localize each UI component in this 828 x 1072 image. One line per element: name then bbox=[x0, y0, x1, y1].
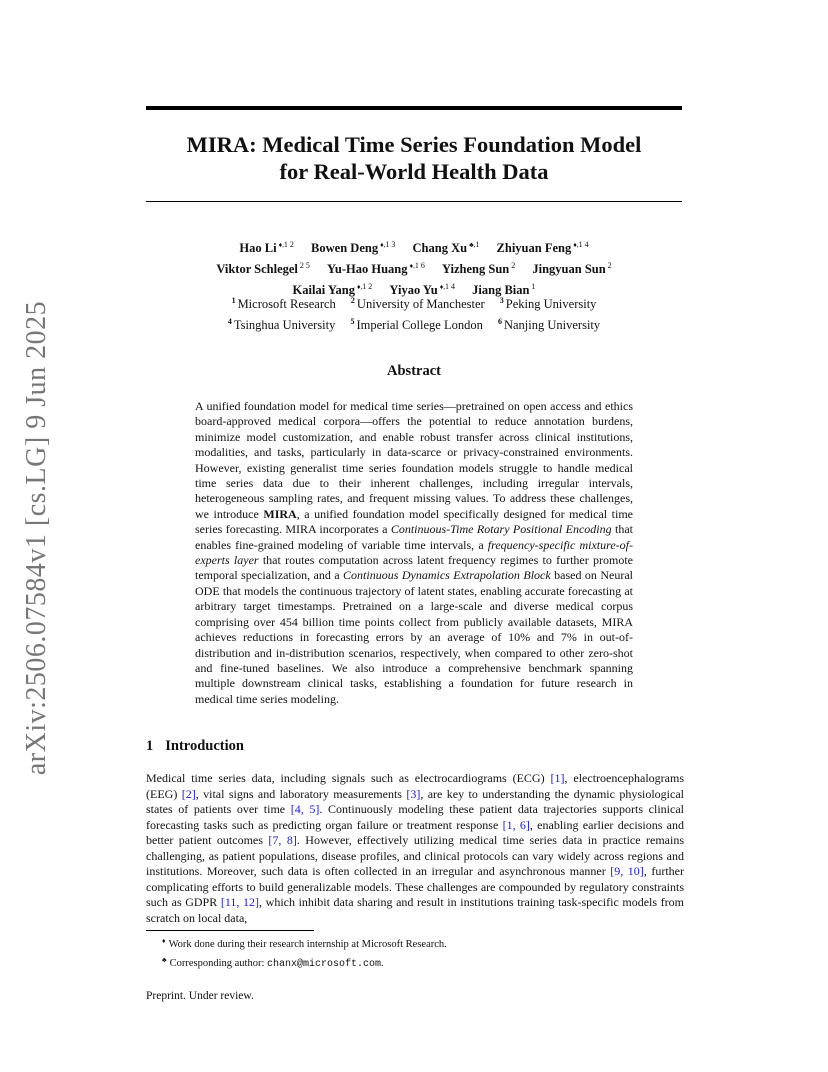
citation-link[interactable]: [9, 10] bbox=[610, 864, 644, 878]
citation-link[interactable]: [4, 5] bbox=[290, 802, 320, 816]
author: Chang Xu $^{♣,1}$ bbox=[412, 240, 480, 255]
author: Hao Li $^{♦,1 2}$ bbox=[239, 240, 294, 255]
author: Zhiyuan Feng $^{♦,1 4}$ bbox=[496, 240, 589, 255]
author: Jiang Bian $^1$ bbox=[472, 282, 536, 297]
abstract-heading: Abstract bbox=[387, 363, 441, 379]
abstract-body: A unified foundation model for medical time series—pretrained on open access and ethics board-approved medical corpora—offers the potential to reduce annotation burdens, minimize model customization, and enable robust transfer across clinical institutions, modalities, and tasks, particularly in data-scarce or privacy-constrained environments. However, existing generalist time series foundation models struggle to handle medical time series data due to their inherent challenges, including irregular intervals, heterogeneous sampling rates, and frequent missing values. To address these challenges, we introduce MIRA, a unified foundation model specifically designed for medical time series forecasting. MIRA incorporates a Continuous-Time Rotary Positional Encoding that enables fine-grained modeling of variable time intervals, a frequency-specific mixture-of-experts layer that routes computation across latent frequency regimes to further promote temporal specialization, and a Continuous Dynamics Extrapolation Block based on Neural ODE that models the continuous trajectory of latent states, enabling accurate forecasting at arbitrary target timestamps. Pretrained on a large-scale and diverse medical corpus comprising over 454 billion time points collect from publicly available datasets, MIRA achieves reductions in forecasting errors by an average of 10% and 7% in out-of-distribution and in-distribution scenarios, respectively, when compared to other zero-shot and fine-tuned baselines. We also introduce a comprehensive benchmark spanning multiple downstream clinical tasks, establishing a foundation for future research in medical time series modeling. bbox=[195, 399, 634, 706]
footnotes bbox=[162, 934, 447, 972]
footnote-internship: ♦ Work done during their research internship at Microsoft Research. bbox=[162, 937, 447, 950]
title-line-1: MIRA: Medical Time Series Foundation Model bbox=[186, 132, 642, 157]
author: Yiyao Yu $^{♦,1 4}$ bbox=[389, 282, 456, 297]
email-address[interactable]: chanx@microsoft.com bbox=[267, 958, 382, 970]
footnote-rule bbox=[146, 930, 314, 931]
citation-link[interactable]: [3] bbox=[406, 786, 421, 801]
title-line-2: for Real-World Health Data bbox=[279, 159, 549, 184]
arxiv-identifier: arXiv:2506.07584v1 [cs.LG] 9 Jun 2025 bbox=[21, 300, 53, 775]
author: Yu-Hao Huang $^{♦,1 6}$ bbox=[327, 261, 425, 276]
preprint-note: Preprint. Under review. bbox=[146, 990, 254, 1002]
affiliation: $^3$ Peking University bbox=[499, 296, 597, 311]
affiliation: $^1$ Microsoft Research bbox=[231, 296, 336, 311]
affiliation: $^2$ University of Manchester bbox=[350, 296, 485, 311]
author: Viktor Schlegel $^{2 5}$ bbox=[216, 261, 310, 276]
affiliation: $^4$ Tsinghua University bbox=[227, 317, 336, 332]
author-line-1 bbox=[146, 236, 682, 257]
citation-link[interactable]: [1] bbox=[550, 771, 565, 785]
introduction-paragraph: Medical time series data, including signals such as electrocardiograms (ECG) [1], electroencephalograms (EEG) [2], vital signs and laboratory measurements [3], are key to understanding the dynamic physiological states of patients over time [4, 5]. Continuously modeling these patient data trajectories supports clinical forecasting tasks such as predicting organ failure or treatment response [1, 6], enabling earlier decisions and better patient outcomes [7, 8]. However, effectively utilizing medical time series data in practice remains challenging, as patient populations, disease profiles, and clinical protocols can vary widely across regions and institutions. Moreover, such data is often collected in an irregular and asynchronous manner [9, 10], further complicating efforts to build generalizable models. These challenges are compounded by regulatory constraints such as GDPR [11, 12], which inhibit data sharing and result in institutions training task-specific models from scratch on local data, bbox=[146, 771, 685, 925]
footnote-corresponding-author: ♣ Corresponding author: chanx@microsoft.com. bbox=[162, 955, 384, 970]
citation-link[interactable]: [2] bbox=[181, 786, 196, 801]
author: Bowen Deng $^{♦,1 3}$ bbox=[311, 240, 396, 255]
author: Yizheng Sun $^2$ bbox=[441, 261, 516, 276]
section-heading-introduction: 1 Introduction bbox=[146, 738, 244, 754]
citation-link[interactable]: [11, 12] bbox=[220, 895, 260, 909]
affiliation: $^5$ Imperial College London bbox=[350, 317, 483, 332]
paper-title bbox=[146, 131, 682, 185]
affiliation-line-2 bbox=[146, 313, 682, 334]
title-rule-top bbox=[146, 106, 682, 110]
affiliation: $^6$ Nanjing University bbox=[497, 317, 601, 332]
author: Jingyuan Sun $^2$ bbox=[532, 261, 612, 276]
author: Kailai Yang $^{♦,1 2}$ bbox=[292, 282, 373, 297]
affiliation-list bbox=[146, 292, 682, 334]
citation-link[interactable]: [1, 6] bbox=[502, 817, 530, 832]
title-rule-bottom bbox=[146, 201, 682, 202]
affiliation-line-1 bbox=[146, 292, 682, 313]
citation-link[interactable]: [7, 8] bbox=[268, 833, 297, 847]
author-line-2 bbox=[146, 257, 682, 278]
author-list bbox=[146, 236, 682, 299]
